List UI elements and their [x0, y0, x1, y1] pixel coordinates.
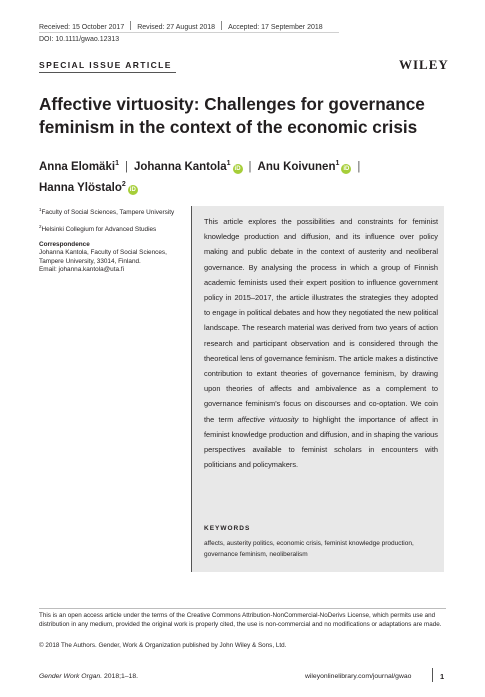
correspondence-line: Tampere University, 33014, Finland.	[39, 257, 141, 265]
doi-link[interactable]: DOI: 10.1111/gwao.12313	[39, 36, 120, 43]
affiliation-number: 1	[39, 207, 42, 212]
journal-pages: 2018;1–18.	[102, 673, 138, 680]
publisher-logo: WILEY	[399, 57, 449, 72]
received-date: Received: 15 October 2017	[39, 24, 125, 31]
abstract-panel	[191, 206, 444, 572]
author-affiliation-ref: 1	[115, 160, 119, 167]
orcid-icon[interactable]: iD	[234, 166, 241, 172]
keywords-heading: KEYWORDS	[204, 525, 251, 532]
correspondence-heading: Correspondence	[39, 240, 90, 248]
footer-separator	[432, 668, 433, 682]
abstract-body: This article explores the possibilities and constraints for feminist knowledge production and diffusion, and its influence over policy making and public debate in the context of austerity and neoliberal governance. By analysing the process in which a group of Finnish academic feminists used their expert position to influence government policy in 2015–2017, the article illustrates the strategies they adopted to engage in political debates and how they negotiated the new political landscape. The research material was derived from two years of action research and participant observation and is considered through the theoretical lens of governance feminism. The article makes a distinctive contribution to extant theories of governance feminism, by drawing upon theories of affects and ambivalence as a complement to governance feminism's focus on discourses and co‐optation. We coin the term	[204, 217, 438, 424]
copyright-notice: © 2018 The Authors. Gender, Work & Organization published by John Wiley & Sons, Ltd.	[39, 642, 287, 649]
divider	[130, 21, 131, 30]
abstract-text	[204, 214, 438, 472]
keywords-list: affects, austerity politics, economic crisis, feminist knowledge production, governance feminism, neoliberalism	[204, 540, 414, 559]
journal-website-link[interactable]: wileyonlinelibrary.com/journal/gwao	[305, 673, 412, 680]
author-separator: |	[357, 161, 361, 173]
author-separator: |	[124, 161, 128, 173]
correspondence-line: Johanna Kantola, Faculty of Social Sciences,	[39, 249, 167, 257]
accepted-date: Accepted: 17 September 2018	[228, 24, 323, 31]
journal-citation	[39, 673, 138, 680]
affiliation-number: 2	[39, 224, 42, 230]
orcid-icon[interactable]: iD	[129, 187, 136, 193]
author-name[interactable]: Anna Elomäki	[39, 161, 116, 173]
affiliations	[39, 206, 189, 274]
revised-date: Revised: 27 August 2018	[137, 24, 216, 31]
section-label: SPECIAL ISSUE ARTICLE	[39, 60, 172, 70]
footer-divider	[39, 608, 446, 609]
journal-name: Gender Work Organ.	[39, 673, 103, 680]
article-title: Affective virtuosity: Challenges for governance feminism in the context of the economic crisis	[39, 94, 425, 137]
author-name[interactable]: Anu Koivunen	[257, 161, 336, 173]
author-separator: |	[248, 161, 252, 173]
abstract-body: to highlight the importance of affect in feminist knowledge production and diffusion, and in shaping the various perspectives available to feminist scholars in encounters with politicians and policymakers.	[204, 414, 438, 470]
page-number: 1	[440, 672, 445, 681]
correspondence-email[interactable]: Email: johanna.kantola@uta.fi	[39, 266, 125, 274]
author-affiliation-ref: 2	[121, 181, 126, 188]
affiliation-text: Helsinki Collegium for Advanced Studies	[41, 226, 157, 234]
affiliation-text: Faculty of Social Sciences, Tampere University	[41, 209, 175, 216]
author-affiliation-ref: 1	[226, 160, 231, 167]
abstract-term: affective virtuosity	[237, 414, 299, 424]
author-affiliation-ref: 1	[335, 160, 340, 167]
affiliation-item	[39, 206, 189, 217]
affiliation-item	[39, 223, 189, 234]
divider	[221, 21, 222, 30]
author-name[interactable]: Hanna Ylöstalo	[39, 182, 122, 194]
author-list	[39, 155, 439, 197]
article-history	[39, 21, 339, 33]
author-name[interactable]: Johanna Kantola	[133, 161, 227, 173]
section-underline	[39, 72, 176, 73]
orcid-icon[interactable]: iD	[343, 166, 350, 172]
license-notice: This is an open access article under the terms of the Creative Commons Attribution‐NonCommercial‐NoDerivs License, which permits use and distribution in any medium, provided the original work is properly cited, the use is non‐commercial and no modifications or adaptations are made.	[39, 612, 442, 629]
